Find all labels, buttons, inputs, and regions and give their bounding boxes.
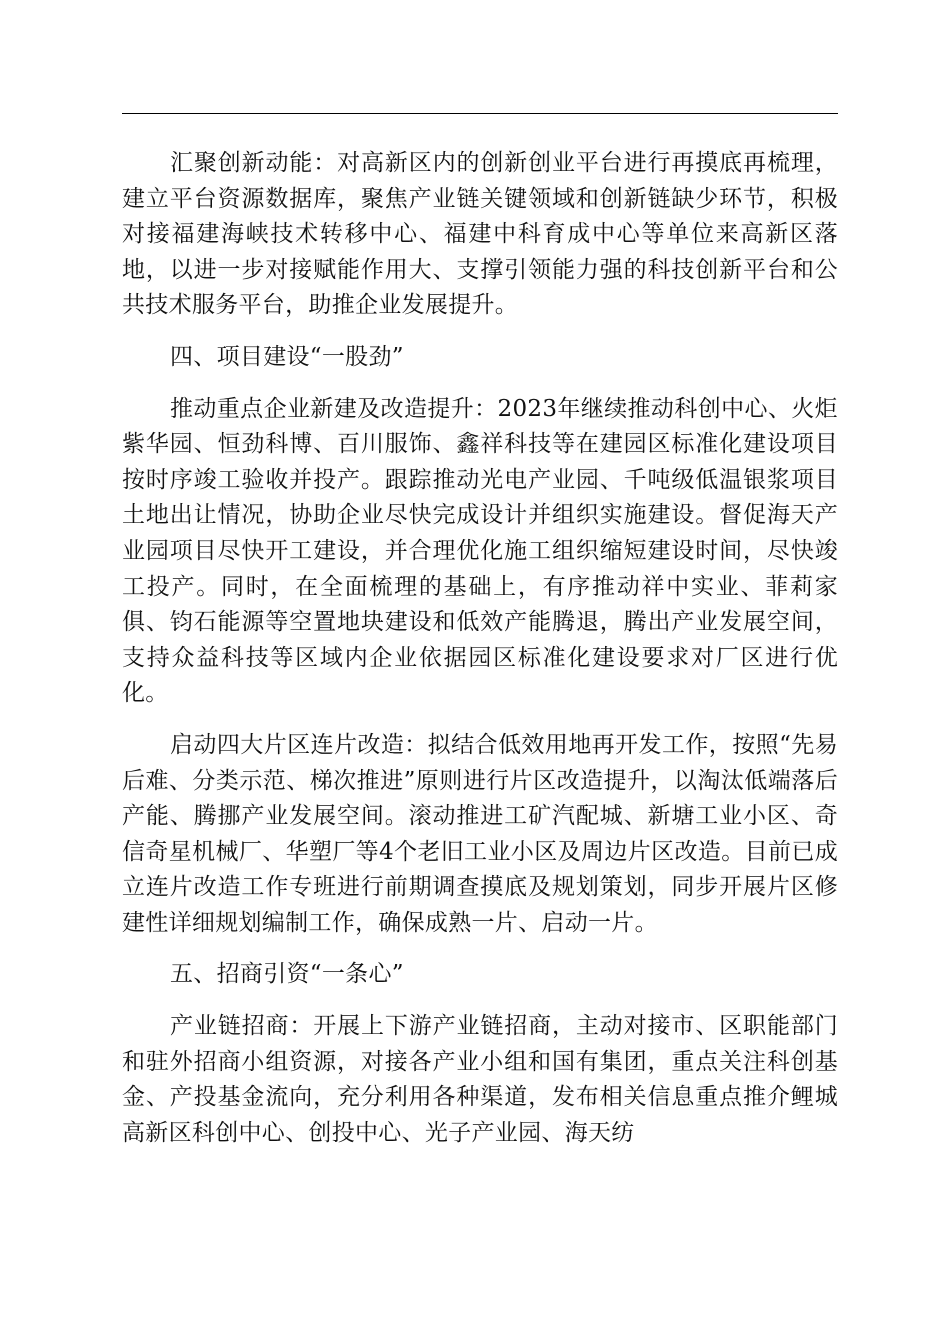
header-rule — [122, 113, 838, 114]
section-heading-project-construction: 四、项目建设“一股劲” — [170, 343, 404, 370]
document-body — [122, 146, 838, 1167]
paragraph-key-enterprise-construction: 推动重点企业新建及改造提升：2023年继续推动科创中心、火炬紫华园、恒劲科博、百川服饰、鑫祥科技等在建园区标准化建设项目按时序竣工验收并投产。跟踪推动光电产业园、千吨级低温银浆项目土地出让情况，协助企业尽快完成设计并组织实施建设。督促海天产业园项目尽快开工建设，并合理优化施工组织缩短建设时间，尽快竣工投产。同时，在全面梳理的基础上，有序推动祥中实业、菲莉家俱、钧石能源等空置地块建设和低效产能腾退，腾出产业发展空间，支持众益科技等区域内企业依据园区标准化建设要求对厂区进行优化。 — [122, 395, 838, 707]
paragraph-industry-chain-investment: 产业链招商：开展上下游产业链招商，主动对接市、区职能部门和驻外招商小组资源，对接各产业小组和国有集团，重点关注科创基金、产投基金流向，充分利用各种渠道，发布相关信息重点推介鲤城高新区科创中心、创投中心、光子产业园、海天纺 — [122, 1013, 838, 1146]
section-heading-investment-attraction: 五、招商引资“一条心” — [170, 961, 404, 988]
paragraph-innovation-momentum: 汇聚创新动能：对高新区内的创新创业平台进行再摸底再梳理，建立平台资源数据库，聚焦产业链关键领域和创新链缺少环节，积极对接福建海峡技术转移中心、福建中科育成中心等单位来高新区落地，以进一步对接赋能作用大、支撑引领能力强的科技创新平台和公共技术服务平台，助推企业发展提升。 — [122, 150, 838, 319]
paragraph-district-renovation: 启动四大片区连片改造：拟结合低效用地再开发工作，按照“先易后难、分类示范、梯次推进”原则进行片区改造提升，以淘汰低端落后产能、腾挪产业发展空间。滚动推进工矿汽配城、新塘工业小区、奇信奇星机械厂、华塑厂等4个老旧工业小区及周边片区改造。目前已成立连片改造工作专班进行前期调查摸底及规划策划，同步开展片区修建性详细规划编制工作，确保成熟一片、启动一片。 — [122, 731, 838, 936]
